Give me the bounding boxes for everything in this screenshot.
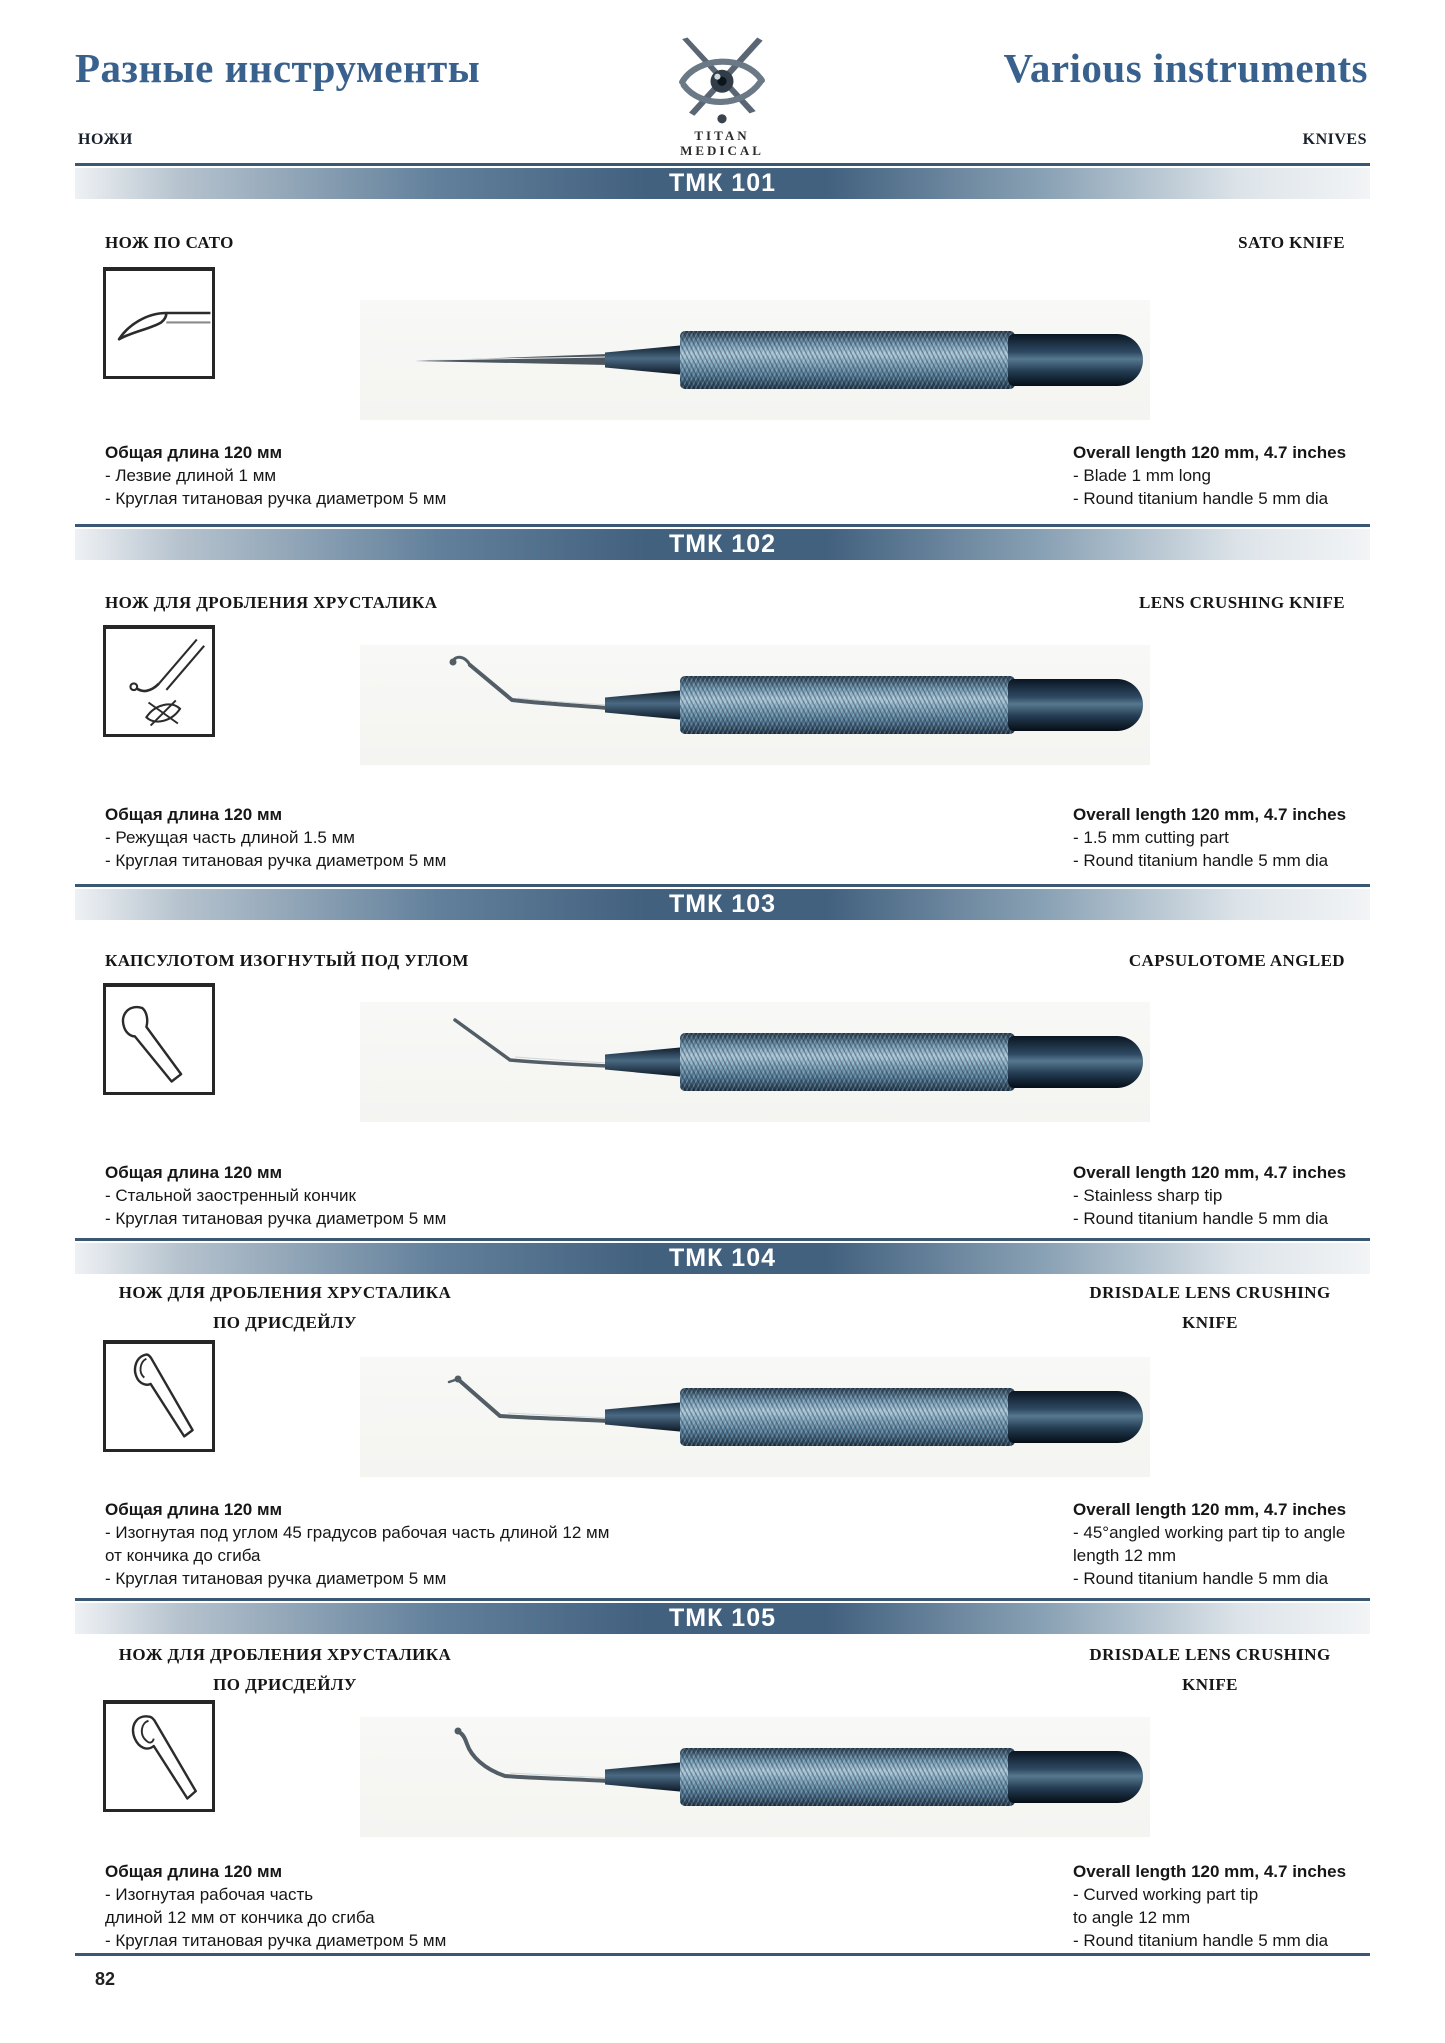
product-banner-tmk104	[75, 1243, 1370, 1274]
product-banner-tmk101	[75, 168, 1370, 199]
spec-block-english: Overall length 120 mm, 4.7 inches - Blade 1 mm long - Round titanium handle 5 mm dia	[1073, 443, 1347, 508]
spec-block-english: Overall length 120 mm, 4.7 inches - Curved working part tip to angle 12 mm - Round titanium handle 5 mm dia	[1073, 1862, 1347, 1950]
instrument-handle	[680, 676, 1015, 734]
product-name-english: SATO KNIFE	[1238, 233, 1345, 252]
product-name-russian: НОЖ ПО САТО	[105, 233, 234, 252]
instrument-handle	[680, 1388, 1015, 1446]
instrument-collar	[605, 1402, 685, 1432]
drisdale-angled-tip-icon	[106, 1344, 212, 1449]
banner-rule	[75, 163, 1370, 166]
instrument-end-cap	[1008, 334, 1143, 386]
instrument-handle	[680, 1033, 1015, 1091]
product-banner-tmk103	[75, 889, 1370, 920]
product-name-russian: КАПСУЛОТОМ ИЗОГНУТЫЙ ПОД УГЛОМ	[105, 951, 469, 970]
banner-rule	[75, 1238, 1370, 1241]
spec-block-russian: Общая длина 120 мм - Изогнутая рабочая часть длиной 12 мм от кончика до сгиба - Круглая титановая ручка диаметром 5 мм	[105, 1862, 447, 1950]
instrument-collar	[605, 1047, 685, 1077]
instrument-collar	[605, 1762, 685, 1792]
product-code: ТМК 105	[668, 1604, 776, 1632]
product-banner-tmk102	[75, 529, 1370, 560]
instrument-collar	[605, 690, 685, 720]
instrument-tip	[360, 1717, 610, 1837]
tip-schematic-box	[103, 625, 215, 737]
instrument-photo	[360, 1002, 1150, 1122]
product-code: ТМК 101	[668, 169, 776, 197]
instrument-photo	[360, 300, 1150, 420]
product-name-english: DRISDALE LENS CRUSHING KNIFE	[1089, 1283, 1331, 1332]
banner-rule	[75, 524, 1370, 527]
page-title-russian: Разные инструменты	[75, 45, 481, 91]
product-code: ТМК 103	[668, 890, 776, 918]
product-name-english: DRISDALE LENS CRUSHING KNIFE	[1089, 1645, 1331, 1694]
instrument-photo	[360, 645, 1150, 765]
tip-schematic-box	[103, 983, 215, 1095]
logo-wordmark-line1: TITAN	[694, 128, 750, 143]
capsulotome-angled-tip-icon	[106, 987, 212, 1092]
instrument-photo	[360, 1357, 1150, 1477]
footer-rule	[75, 1953, 1370, 1956]
product-name-russian: НОЖ ДЛЯ ДРОБЛЕНИЯ ХРУСТАЛИКА ПО ДРИСДЕЙЛУ	[118, 1645, 452, 1694]
spec-block-russian: Общая длина 120 мм - Изогнутая под углом 45 градусов рабочая часть длиной 12 мм от кончика до сгиба - Круглая титановая ручка диаметром 5 мм	[105, 1500, 610, 1588]
titan-eye-logo-icon	[647, 36, 797, 128]
product-name-english: LENS CRUSHING KNIFE	[1139, 593, 1345, 612]
spec-block-russian: Общая длина 120 мм - Лезвие длиной 1 мм - Круглая титановая ручка диаметром 5 мм	[105, 443, 447, 508]
product-name-english: CAPSULOTOME ANGLED	[1128, 951, 1345, 970]
instrument-tip	[360, 645, 610, 765]
page-number: 82	[95, 1969, 116, 1989]
instrument-end-cap	[1008, 679, 1143, 731]
product-code: ТМК 104	[668, 1244, 776, 1272]
spec-block-russian: Общая длина 120 мм - Режущая часть длиной 1.5 мм - Круглая титановая ручка диаметром 5 мм	[105, 805, 447, 870]
instrument-end-cap	[1008, 1391, 1143, 1443]
page-title-english: Various instruments	[1003, 45, 1368, 91]
instrument-tip	[360, 1002, 610, 1122]
spec-block-english: Overall length 120 mm, 4.7 inches - 1.5 mm cutting part - Round titanium handle 5 mm dia	[1073, 805, 1347, 870]
banner-rule	[75, 1598, 1370, 1601]
instrument-photo	[360, 1717, 1150, 1837]
product-name-russian: НОЖ ДЛЯ ДРОБЛЕНИЯ ХРУСТАЛИКА ПО ДРИСДЕЙЛУ	[118, 1283, 452, 1332]
tip-schematic-box	[103, 1700, 215, 1812]
banner-rule	[75, 884, 1370, 887]
spec-block-russian: Общая длина 120 мм - Стальной заостренный кончик - Круглая титановая ручка диаметром 5 мм	[105, 1163, 447, 1228]
titan-medical-logo	[642, 36, 802, 158]
category-label-english: KNIVES	[1302, 131, 1367, 148]
sato-knife-tip-icon	[106, 271, 212, 376]
spec-block-english: Overall length 120 mm, 4.7 inches - 45°angled working part tip to angle length 12 mm - Round titanium handle 5 mm dia	[1073, 1500, 1347, 1588]
instrument-collar	[605, 345, 685, 375]
instrument-handle	[680, 1748, 1015, 1806]
category-label-russian: НОЖИ	[78, 131, 133, 148]
product-name-russian: НОЖ ДЛЯ ДРОБЛЕНИЯ ХРУСТАЛИКА	[105, 593, 438, 612]
instrument-tip	[360, 300, 610, 420]
tip-schematic-box	[103, 267, 215, 379]
logo-wordmark-line2: MEDICAL	[680, 143, 764, 158]
spec-block-english: Overall length 120 mm, 4.7 inches - Stainless sharp tip - Round titanium handle 5 mm dia	[1073, 1163, 1347, 1228]
lens-crushing-tip-icon	[106, 629, 212, 734]
instrument-end-cap	[1008, 1036, 1143, 1088]
product-banner-tmk105	[75, 1603, 1370, 1634]
instrument-handle	[680, 331, 1015, 389]
instrument-tip	[360, 1357, 610, 1477]
instrument-end-cap	[1008, 1751, 1143, 1803]
product-code: ТМК 102	[668, 530, 776, 558]
tip-schematic-box	[103, 1340, 215, 1452]
drisdale-curved-tip-icon	[106, 1704, 212, 1809]
